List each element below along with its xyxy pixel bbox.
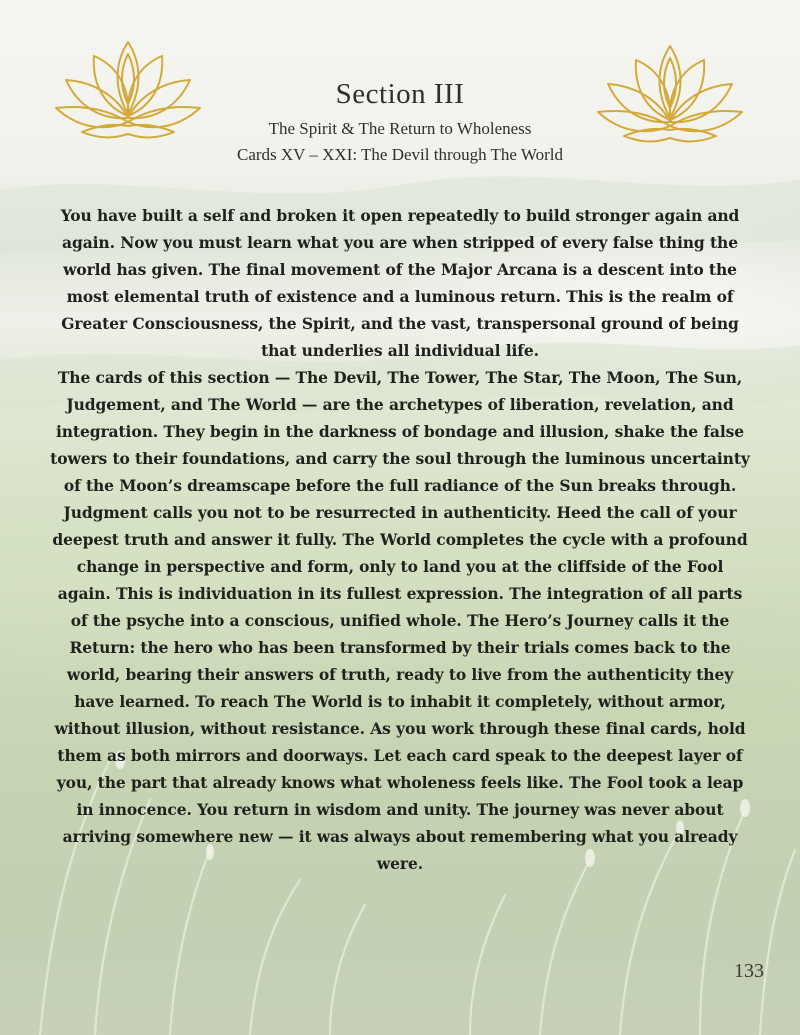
section-header [170, 76, 630, 168]
section-subtitle: The Spirit & The Return to Wholeness [268, 119, 532, 138]
cards-paragraph: The cards of this section — The Devil, The Tower, The Star, The Moon, The Sun, Judgement, and The World — are the archetypes of liberation, revelation, and integration. They begin in the darkness of bondage and illusion, shake the false towers to their foundations, and carry the soul through the luminous uncertainty of the Moon’s dreamscape before the full radiance of the Sun breaks through. Judgment calls you not to be resurrected in authenticity. Heed the call of your deepest truth and answer it fully. The World completes the cycle with a profound change in perspective and form, only to land you at the cliffside of the Fool again. This is individuation in its fullest expression. The integration of all parts of the psyche into a conscious, unified whole. The Hero’s Journey calls it the Return: the hero who has been transformed by their trials comes back to the world, bearing their answers of truth, ready to live from the authenticity they have learned. To reach The World is to inhabit it completely, without armor, without illusion, without resistance. As you work through these final cards, hold them as both mirrors and doorways. Let each card speak to the deepest layer of you, the part that already knows what wholeness feels like. The Fool took a leap in innocence. You return in wisdom and unity. The journey was never about arriving somewhere new — it was always about remembering what you already were. [50, 368, 750, 873]
section-title: Section III [335, 78, 465, 110]
cards-range: Cards XV – XXI: The Devil through The World [236, 145, 563, 164]
body-text [48, 202, 752, 877]
intro-paragraph: You have built a self and broken it open repeatedly to build stronger again and again. Now you must learn what you are when stripped of every false thing the world has given. The final movement of the Major Arcana is a descent into the most elemental truth of existence and a luminous return. This is the realm of Greater Consciousness, the Spirit, and the vast, transpersonal ground of being that underlies all individual life. [60, 206, 740, 360]
page-number: 133 [734, 960, 764, 982]
